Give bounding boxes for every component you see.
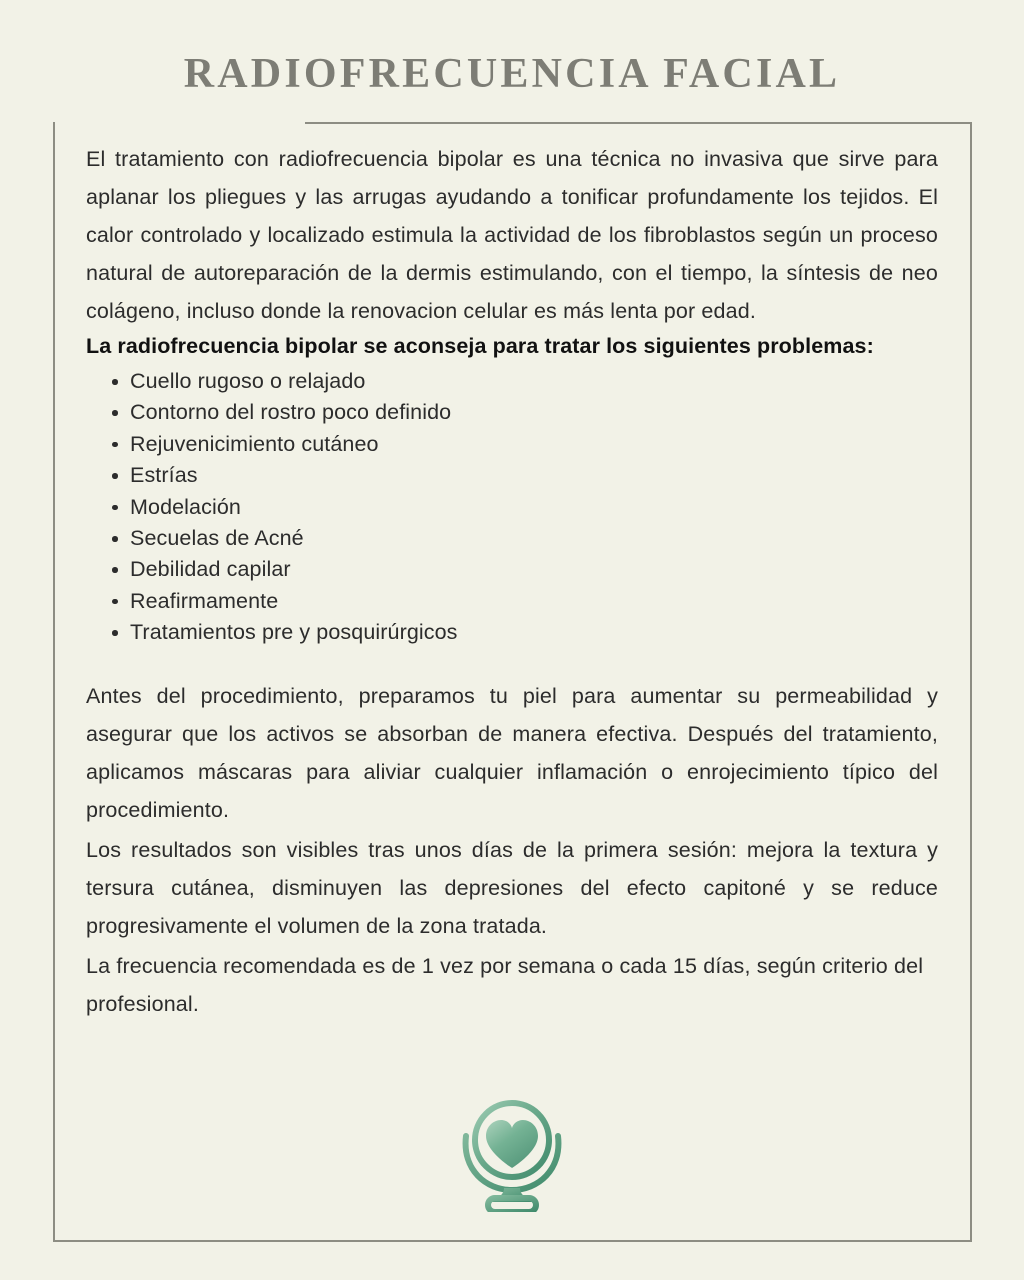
logo-container: [0, 1092, 1024, 1212]
intro-paragraph: El tratamiento con radiofrecuencia bipolar es una técnica no invasiva que sirve para aplanar los pliegues y las arrugas ayudando a tonificar profundamente los tejidos. El calor controlado y localizado estimula la actividad de los fibroblastos según un proceso natural de autoreparación de la dermis estimulando, con el tiempo, la síntesis de neo colágeno, incluso donde la renovacion celular es más lenta por edad.: [86, 147, 938, 323]
page-title-container: [0, 52, 1024, 96]
list-item: Rejuvenicimiento cutáneo: [130, 429, 938, 460]
spacer: [86, 649, 938, 677]
list-item: Estrías: [130, 460, 938, 491]
frequency-paragraph: La frecuencia recomendada es de 1 vez por semana o cada 15 días, según criterio del profesional.: [86, 953, 924, 1016]
problems-list: [86, 366, 938, 649]
frame-top-rule: [305, 122, 972, 124]
document-body: [86, 140, 938, 1023]
list-item: Cuello rugoso o relajado: [130, 366, 938, 397]
list-item: Tratamientos pre y posquirúrgicos: [130, 617, 938, 648]
problems-lead-in-heading: La radiofrecuencia bipolar se aconseja para tratar los siguientes problemas:: [86, 334, 874, 358]
mirror-heart-logo-icon: [450, 1092, 574, 1212]
list-item: Reafirmamente: [130, 586, 938, 617]
results-paragraph: Los resultados son visibles tras unos días de la primera sesión: mejora la textura y tersura cutánea, disminuyen las depresiones del efecto capitoné y se reduce progresivamente el volumen de la zona tratada.: [86, 837, 938, 938]
list-item: Modelación: [130, 492, 938, 523]
list-item: Secuelas de Acné: [130, 523, 938, 554]
list-item: Debilidad capilar: [130, 554, 938, 585]
preparation-paragraph: Antes del procedimiento, preparamos tu piel para aumentar su permeabilidad y asegurar que los activos se absorban de manera efectiva. Después del tratamiento, aplicamos máscaras para aliviar cualquier inflamación o enrojecimiento típico del procedimiento.: [86, 683, 938, 822]
list-item: Contorno del rostro poco definido: [130, 397, 938, 428]
page-title: RADIOFRECUENCIA FACIAL: [183, 51, 841, 97]
